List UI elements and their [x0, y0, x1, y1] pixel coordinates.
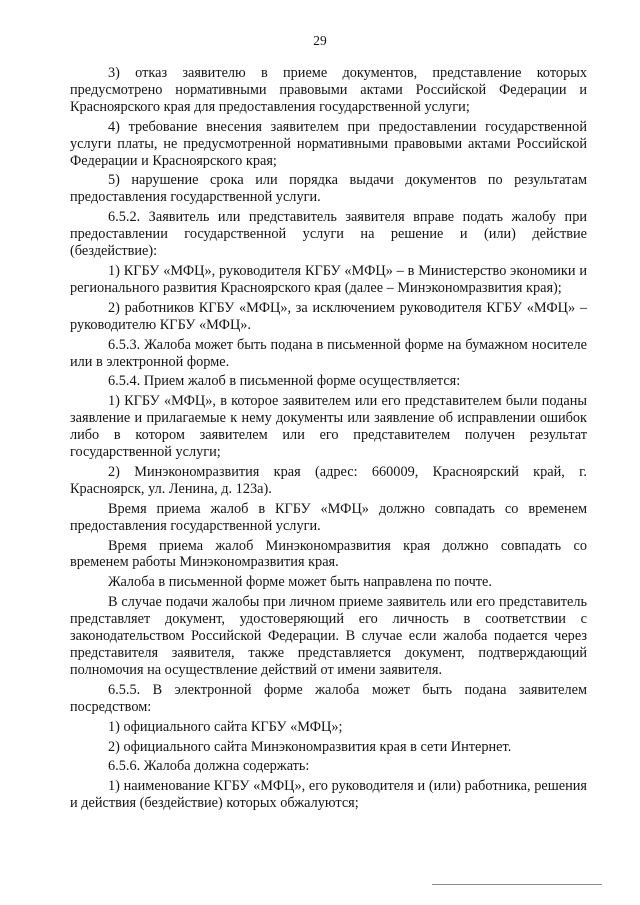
section-paragraph: 6.5.5. В электронной форме жалоба может быть подана заявителем посредством:: [70, 681, 587, 715]
paragraph: Жалоба в письменной форме может быть направлена по почте.: [108, 574, 492, 591]
paragraph: 1) КГБУ «МФЦ», в которое заявителем или его представителем были поданы заявление и прилагаемые к нему документы или заявление об исправлении ошибок либо в котором заявителем или его представителем получен результат государственной услуги;: [70, 393, 587, 461]
paragraph: 4) требование внесения заявителем при предоставлении государственной услуги платы, не предусмотренной нормативными правовыми актами Российской Федерации и Красноярского края;: [70, 118, 587, 169]
page-number: 29: [313, 33, 327, 48]
section-paragraph: 6.5.3. Жалоба может быть подана в письменной форме на бумажном носителе или в электронной форме.: [70, 336, 587, 370]
paragraph: 5) нарушение срока или порядка выдачи документов по результатам предоставления государственной услуги.: [70, 172, 587, 206]
scan-edge-line: [432, 884, 602, 885]
paragraph: 3) отказ заявителю в приеме документов, представление которых предусмотрено нормативными правовыми актами Российской Федерации и Красноярского края для предоставления государственной услуги;: [70, 65, 587, 115]
paragraph: 1) наименование КГБУ «МФЦ», его руководителя и (или) работника, решения и действия (бездействие) которых обжалуются;: [70, 778, 587, 812]
paragraph: 2) работников КГБУ «МФЦ», за исключением руководителя КГБУ «МФЦ» – руководителю КГБУ «МФЦ».: [70, 299, 587, 333]
paragraph: 1) КГБУ «МФЦ», руководителя КГБУ «МФЦ» – в Министерство экономики и регионального развития Красноярского края (далее – Минэкономразвития края);: [70, 262, 587, 296]
paragraph: Время приема жалоб в КГБУ «МФЦ» должно совпадать со временем предоставления государственной услуги.: [70, 500, 587, 534]
paragraph: 1) официального сайта КГБУ «МФЦ»;: [108, 718, 343, 735]
paragraph: 2) официального сайта Минэкономразвития края в сети Интернет.: [108, 738, 512, 755]
paragraph: 2) Минэкономразвития края (адрес: 660009, Красноярский край, г. Красноярск, ул. Ленина, д. 123а).: [70, 463, 587, 497]
section-paragraph: 6.5.4. Прием жалоб в письменной форме осуществляется:: [108, 373, 461, 390]
paragraph: Время приема жалоб Минэкономразвития края должно совпадать со временем работы Минэкономразвития края.: [70, 537, 587, 571]
document-body: [70, 65, 587, 812]
section-paragraph: 6.5.2. Заявитель или представитель заявителя вправе подать жалобу при предоставлении государственной услуги на решение и (или) действие (бездействие):: [70, 209, 587, 260]
paragraph: В случае подачи жалобы при личном приеме заявитель или его представитель представляет документ, удостоверяющий его личность в соответствии с законодательством Российской Федерации. В случае если жалоба подается через представителя заявителя, также представляется документ, подтверждающий полномочия на осуществление действий от имени заявителя.: [70, 594, 587, 678]
section-paragraph: 6.5.6. Жалоба должна содержать:: [108, 758, 310, 775]
